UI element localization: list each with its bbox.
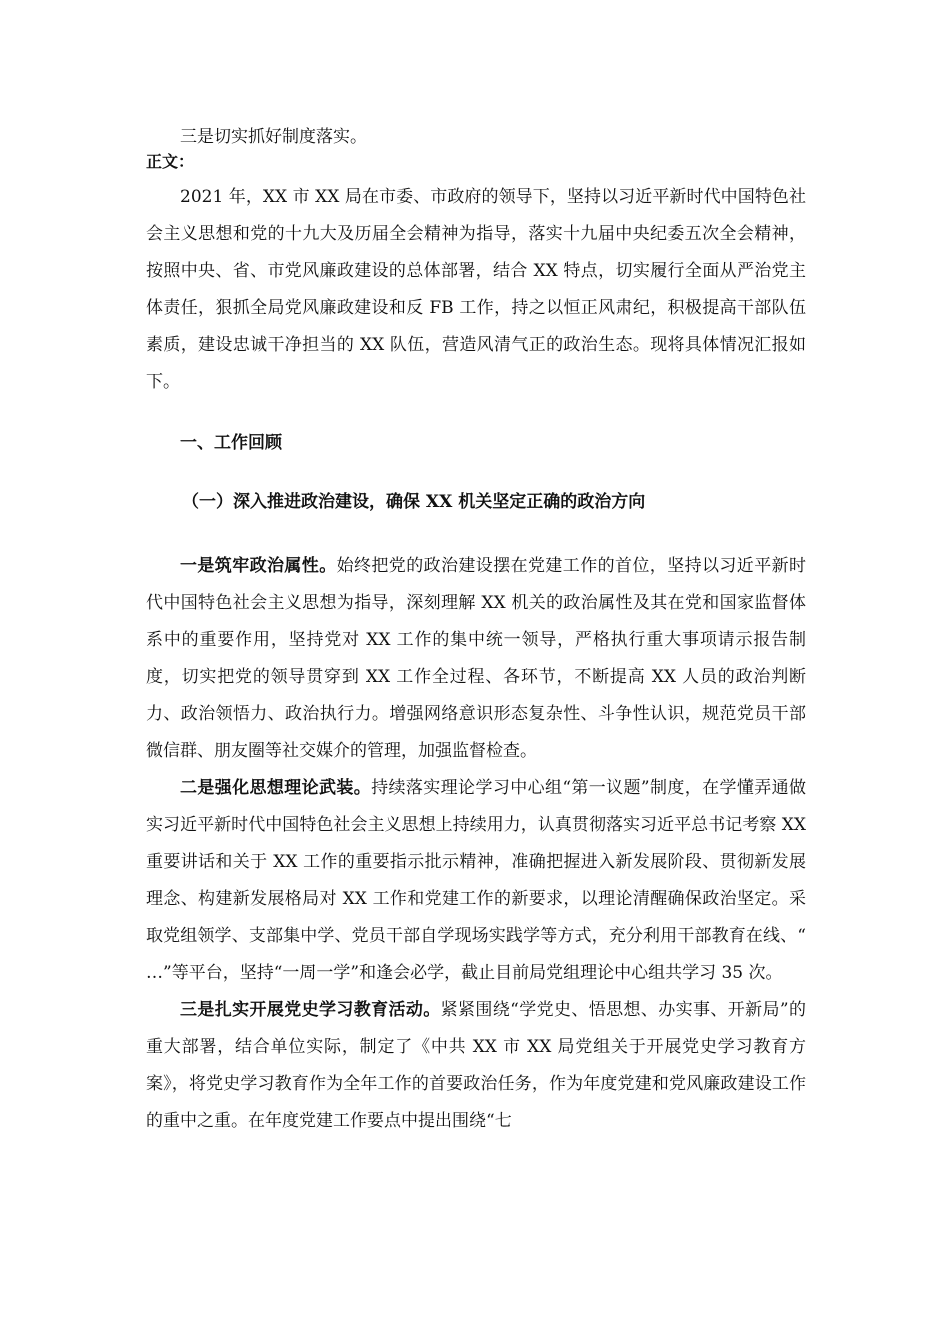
paragraph-lead: 三是扎实开展党史学习教育活动。	[180, 1000, 441, 1020]
paragraph-lead: 二是强化思想理论武装。	[180, 778, 372, 798]
paragraph-political-attribute	[146, 548, 806, 770]
paragraph-party-history	[146, 992, 806, 1140]
subsection-heading-political-building: （一）深入推进政治建设，确保 XX 机关坚定正确的政治方向	[182, 492, 646, 512]
section-heading-work-review: 一、工作回顾	[180, 433, 282, 453]
paragraph-theory-study	[146, 770, 806, 992]
paragraph-text: 紧紧围绕“学党史、悟思想、办实事、开新局”的重大部署，结合单位实际，制定了《中共 XX 市 XX 局党组关于开展党史学习教育方案》，将党史学习教育作为全年工作的首要政治任务，作为年度党建和党风廉政建设工作的重中之重。在年度党建工作要点中提出围绕“七	[146, 1000, 806, 1131]
paragraph-text: 始终把党的政治建设摆在党建工作的首位，坚持以习近平新时代中国特色社会主义思想为指导，深刻理解 XX 机关的政治属性及其在党和国家监督体系中的重要作用，坚持党对 XX 工作的集中统一领导，严格执行重大事项请示报告制度，切实把党的领导贯穿到 XX 工作全过程、各环节，不断提高 XX 人员的政治判断力、政治领悟力、政治执行力。增强网络意识形态复杂性、斗争性认识，规范党员干部微信群、朋友圈等社交媒介的管理，加强监督检查。	[146, 556, 807, 761]
paragraph-text: 持续落实理论学习中心组“第一议题”制度，在学懂弄通做实习近平新时代中国特色社会主义思想上持续用力，认真贯彻落实习近平总书记考察 XX 重要讲话和关于 XX 工作的重要指示批示精神，准确把握进入新发展阶段、贯彻新发展理念、构建新发展格局对 XX 工作和党建工作的新要求，以理论清醒确保政治坚定。采取党组领学、支部集中学、党员干部自学现场实践学等方式，充分利用干部教育在线、“ …”等平台，坚持“一周一学”和逢会必学，截止目前局党组理论中心组共学习 35 次。	[146, 778, 807, 983]
body-label: 正文：	[146, 152, 195, 171]
intro-line: 三是切实抓好制度落实。	[180, 127, 367, 147]
document-content	[146, 124, 806, 1140]
opening-paragraph: 2021 年，XX 市 XX 局在市委、市政府的领导下，坚持以习近平新时代中国特色社会主义思想和党的十九大及历届全会精神为指导，落实十九届中央纪委五次全会精神，按照中央、省、市党风廉政建设的总体部署，结合 XX 特点，切实履行全面从严治党主体责任，狠抓全局党风廉政建设和反 FB 工作，持之以恒正风肃纪，积极提高干部队伍素质，建设忠诚干净担当的 XX 队伍，营造风清气正的政治生态。现将具体情况汇报如下。	[146, 187, 806, 392]
paragraph-lead: 一是筑牢政治属性。	[180, 556, 337, 576]
